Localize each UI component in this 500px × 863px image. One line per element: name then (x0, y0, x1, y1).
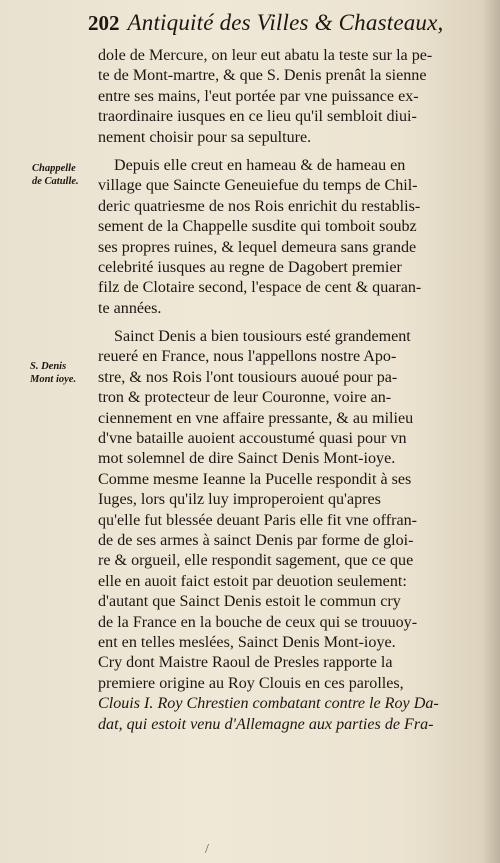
text-line: tron & protecteur de leur Couronne, voire an- (98, 389, 392, 407)
paragraph-gap (98, 148, 483, 156)
margin-note-line: S. Denis (30, 361, 67, 372)
text-line: Depuis elle creut en hameau & de hameau en (114, 156, 406, 174)
text-line: sement de la Chappelle susdite qui tomboit soubz (98, 218, 417, 236)
body-text (98, 46, 483, 735)
text-line: re & orgueil, elle respondit sagement, que ce que (98, 552, 414, 570)
text-line: entre ses mains, l'eut portée par vne puissance ex- (98, 87, 419, 105)
text-line: de de ses armes à sainct Denis par forme de gloi- (98, 531, 414, 549)
text-line: Cry dont Maistre Raoul de Presles rapporte la (98, 654, 393, 672)
running-title: Antiquité des Villes & Chasteaux, (127, 10, 444, 35)
stray-ink-mark: / (205, 842, 209, 857)
page-header (88, 10, 493, 40)
page-number: 202 (88, 11, 120, 35)
page-gutter-shadow (482, 0, 500, 863)
text-line: de la France en la bouche de ceux qui se trouuoy- (98, 613, 418, 631)
margin-note-line: de Catulle. (32, 176, 79, 187)
text-line: Iuges, lors qu'ilz luy improperoient qu'apres (98, 491, 381, 509)
text-line: te de Mont-martre, & que S. Denis prenât la sienne (98, 67, 427, 85)
text-line: dole de Mercure, on leur eut abatu la teste sur la pe- (98, 47, 433, 64)
text-line: village que Saincte Geneuiefue du temps de Chil- (98, 177, 418, 195)
text-line: stre, & nos Rois l'ont tousiours auoué pour pa- (98, 368, 398, 386)
text-line: qu'elle fut blessée deuant Paris elle fit vne offran- (98, 511, 417, 529)
margin-note-line: Chappelle (32, 163, 76, 174)
text-line: Sainct Denis a bien tousiours esté grandement (114, 328, 411, 346)
text-line: ent en telles meslées, Sainct Denis Mont-ioye. (98, 633, 396, 651)
margin-note-chappelle (32, 162, 79, 188)
text-line: nement choisir pour sa sepulture. (98, 128, 312, 146)
text-line: traordinaire iusques en ce lieu qu'il sembloit diui- (98, 108, 417, 126)
text-line: reueré en France, nous l'appellons nostre Apo- (98, 348, 397, 366)
text-line: filz de Clotaire second, l'espace de cent & quaran- (98, 279, 422, 297)
text-line: d'autant que Sainct Denis estoit le commun cry (98, 593, 401, 611)
text-line: dat, qui estoit venu d'Allemagne aux parties de Fra- (98, 715, 434, 733)
text-line: Clouis I. Roy Chrestien combatant contre le Roy Da- (98, 695, 439, 713)
text-line: ses propres ruines, & lequel demeura sans grande (98, 238, 417, 256)
margin-note-saint-denis (30, 360, 76, 386)
text-line: celebrité iusques au regne de Dagobert premier (98, 258, 402, 276)
text-line: deric quatriesme de nos Rois enrichit du restablis- (98, 197, 421, 215)
text-line: te années. (98, 299, 162, 317)
text-line: ciennement en vne affaire pressante, & au milieu (98, 409, 414, 427)
text-line: mot solemnel de dire Sainct Denis Mont-ioye. (98, 450, 396, 468)
paragraph-gap (98, 319, 483, 327)
text-line: premiere origine au Roy Clouis en ces parolles, (98, 674, 404, 692)
text-line: d'vne bataille auoient accoustumé quasi pour vn (98, 430, 407, 448)
margin-note-line: Mont ioye. (30, 374, 77, 385)
text-line: Comme mesme Ieanne la Pucelle respondit à ses (98, 470, 412, 488)
text-line: elle en auoit faict estoit par deuotion seulement: (98, 572, 407, 590)
